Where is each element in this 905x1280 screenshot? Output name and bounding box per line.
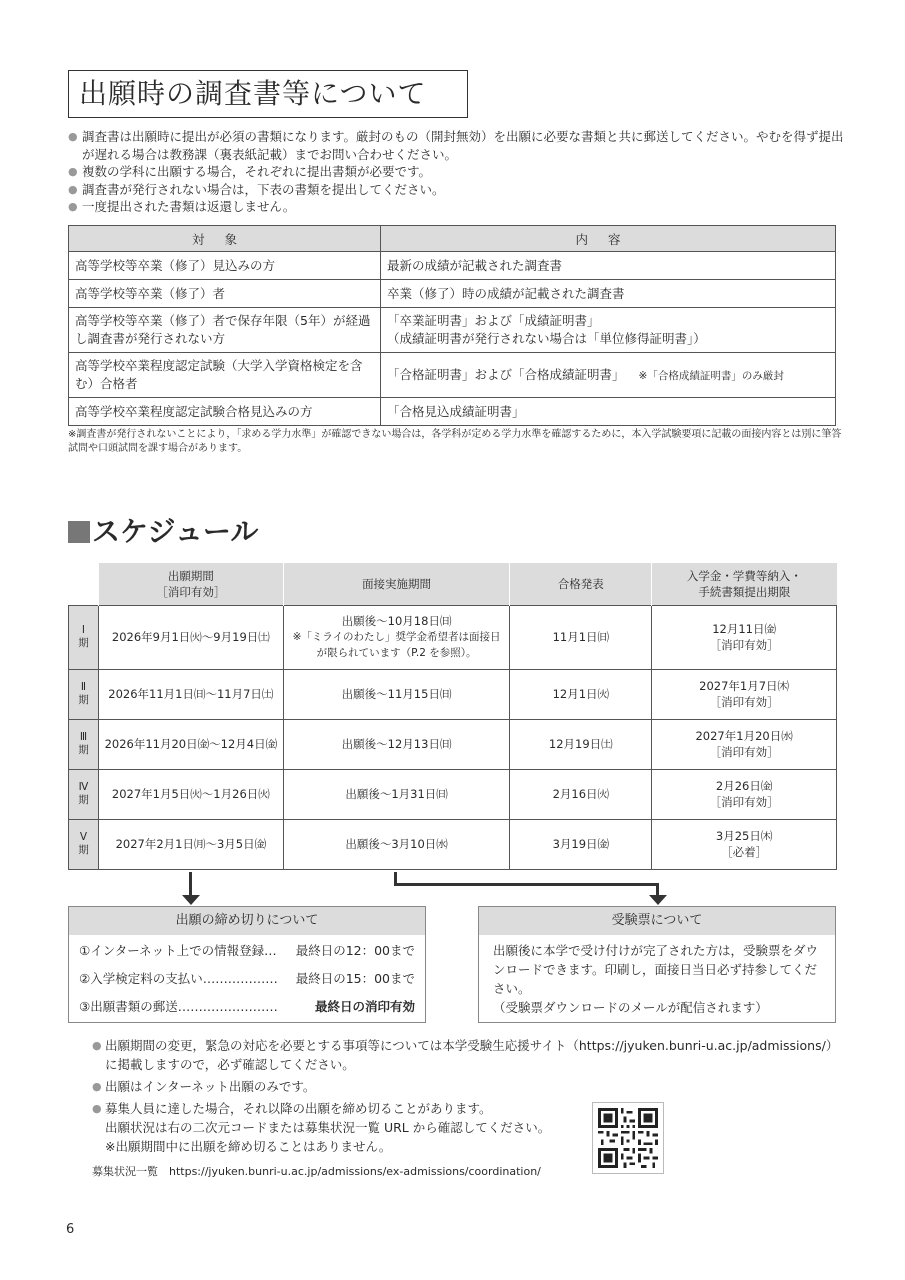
schedule-header: 出願期間 ［消印有効］ [98,563,283,605]
exam-ticket-box-title: 受験票について [479,907,835,935]
deadline-box [68,906,426,1023]
exam-ticket-box [478,906,836,1023]
page-number: 6 [66,1222,75,1237]
arrow-right-line-horizontal [394,883,659,886]
table-row: Ⅳ 期 2027年1月5日㈫～1月26日㈫ 出願後～1月31日㈰ 2月16日㈫ 2月26日㈮ ［消印有効］ [69,769,837,819]
document-requirements-table [68,225,836,426]
schedule-header: 面接実施期間 [283,563,510,605]
sealed-note: ※「合格成績証明書」のみ厳封 [638,369,784,382]
status-url-link[interactable]: 募集状況一覧 https://jyuken.bunri-u.ac.jp/admissions/ex-admissions/coordination/ [92,1165,541,1178]
deadline-box-title: 出願の締め切りについて [69,907,425,935]
term-label: Ⅴ 期 [69,819,99,869]
deadline-item: ②入学検定料の支払い……………… 最終日の15：00まで [79,971,415,986]
arrow-down-left-line [189,872,192,896]
deadline-item: ①インターネット上での情報登録… 最終日の12：00まで [79,943,415,958]
schedule-heading: スケジュール [68,514,258,550]
arrow-down-right-icon [649,895,667,905]
term-label: Ⅳ 期 [69,769,99,819]
term-label: Ⅲ 期 [69,719,99,769]
intro-note: ● 一度提出された書類は返還しません。 [68,198,848,216]
table-header-target: 対象 [69,226,381,252]
intro-note: ● 調査書は出願時に提出が必須の書類になります。厳封のもの（開封無効）を出願に必要な書類と共に郵送してください。やむを得ず提出が遅れる場合は教務課（裏表紙記載）までお問い合わせください。 [68,128,848,163]
term-label: Ⅱ 期 [69,669,99,719]
schedule-header: 合格発表 [510,563,652,605]
bottom-note: ● 募集人員に達した場合，それ以降の出願を締め切ることがあります。 出願状況は右の二次元コードまたは募集状況一覧 URL から確認してください。 ※出願期間中に出願を締め切ることはありません。 [92,1099,842,1156]
deadline-item: ③出願書類の郵送…………………… 最終日の消印有効 [79,999,415,1014]
page-title: 出願時の調査書等について [68,70,468,118]
table-row: Ⅰ 期 2026年9月1日㈫～9月19日㈯ 出願後～10月18日㈰ ※「ミライのわたし」奨学金希望者は面接日 が限られています（P.2 を参照）。 11月1日㈰ 12月11日㈮ ［消印有効］ [69,605,837,669]
exam-ticket-text: 出願後に本学で受け付けが完了された方は，受験票をダウンロードできます。印刷し，面接日当日必ず持参してください。 [493,943,819,996]
table-row: 高等学校卒業程度認定試験（大学入学資格検定を含む）合格者 「合格証明書」および「合格成績証明書」 ※「合格成績証明書」のみ厳封 [69,353,836,398]
intro-note: ● 複数の学科に出願する場合，それぞれに提出書類が必要です。 [68,163,848,181]
square-icon [68,521,90,543]
table-header-content: 内容 [381,226,836,252]
table-row: 高等学校等卒業（修了）見込みの方 最新の成績が記載された調査書 [69,252,836,280]
bottom-notes [92,1036,842,1181]
intro-notes [68,128,848,216]
arrow-down-left-icon [182,895,200,905]
schedule-header: 入学金・学費等納入・ 手続書類提出期限 [652,563,837,605]
table-row: 高等学校等卒業（修了）者で保存年限（5年）が経過し調査書が発行されない方 「卒業証明書」および「成績証明書」 （成績証明書が発行されない場合は「単位修得証明書」） [69,308,836,353]
term-label: Ⅰ 期 [69,605,99,669]
schedule-table [68,563,837,870]
exam-ticket-note: （受験票ダウンロードのメールが配信されます） [493,1000,768,1015]
table-row: Ⅱ 期 2026年11月1日㈰～11月7日㈯ 出願後～11月15日㈰ 12月1日㈫ 2027年1月7日㈭ ［消印有効］ [69,669,837,719]
table-footnote: ※調査書が発行されないことにより，「求める学力水準」が確認できない場合は，各学科が定める学力水準を確認するために，本入学試験要項に記載の面接内容とは別に筆答試問や口頭試問を課す場合があります。 [68,429,842,454]
table-row: Ⅴ 期 2027年2月1日㈪～3月5日㈮ 出願後～3月10日㈬ 3月19日㈮ 3月25日㈭ ［必着］ [69,819,837,869]
bottom-note: ● 出願期間の変更，緊急の対応を必要とする事項等については本学受験生応援サイト（https://jyuken.bunri-u.ac.jp/admissions/）に掲載しますので，必ず確認してください。 [92,1036,842,1074]
qr-code-icon[interactable] [592,1102,664,1174]
table-row: 高等学校等卒業（修了）者 卒業（修了）時の成績が記載された調査書 [69,280,836,308]
intro-note: ● 調査書が発行されない場合は，下表の書類を提出してください。 [68,181,848,199]
table-row: 高等学校卒業程度認定試験合格見込みの方 「合格見込成績証明書」 [69,398,836,426]
table-row: Ⅲ 期 2026年11月20日㈮～12月4日㈮ 出願後～12月13日㈰ 12月19日㈯ 2027年1月20日㈬ ［消印有効］ [69,719,837,769]
bottom-note: ● 出願はインターネット出願のみです。 [92,1077,842,1096]
